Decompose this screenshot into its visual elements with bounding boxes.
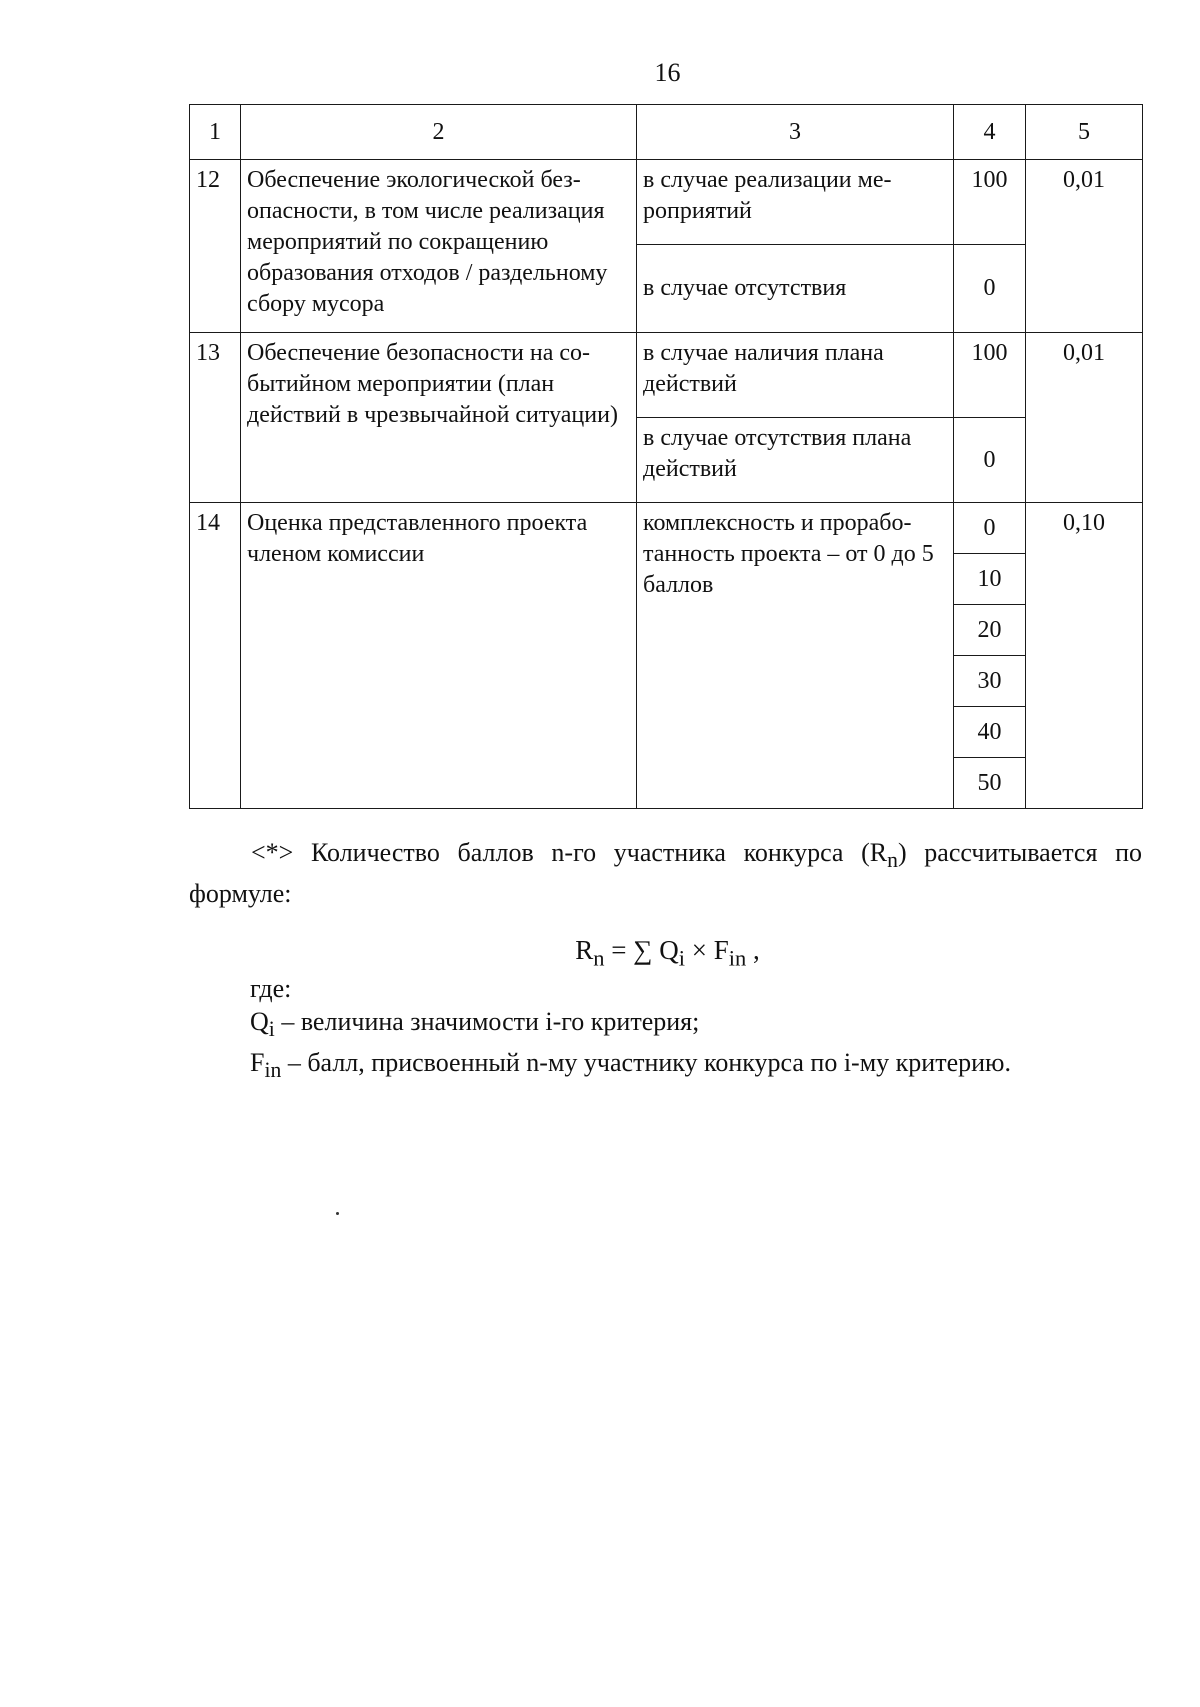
header-cell: 1: [190, 105, 241, 160]
formula-q-sub: i: [678, 945, 685, 971]
condition-cell: в случае наличия плана действий: [637, 333, 954, 418]
criteria-table: [189, 104, 1143, 809]
criterion-cell: Обеспечение экологической безопасности, в том числе реализация мероприятий по сокращению образования отходов / раздельному сбору мусора: [241, 160, 637, 333]
score-cell: 20: [954, 605, 1026, 656]
criterion-cell: Обеспечение безопасности на событийном мероприятии (план действий в чрезвычайной ситуации): [241, 333, 637, 503]
legend-q-sub: i: [268, 1017, 275, 1042]
table-header-row: [190, 105, 1143, 160]
row-number: 14: [190, 503, 241, 809]
formula-f-sub: in: [728, 945, 747, 971]
score-cell: 10: [954, 554, 1026, 605]
page-number: 16: [654, 58, 681, 87]
footnote-text: <*> Количество баллов n-го участника конкурса (R: [251, 838, 888, 867]
table-row: [190, 160, 1143, 245]
footnote-subscript: n: [887, 848, 898, 873]
header-cell: 2: [241, 105, 637, 160]
table-row: [190, 503, 1143, 554]
legend-f-line: [250, 1046, 1011, 1087]
formula-sum: = ∑ Q: [604, 935, 679, 965]
table-row: [190, 333, 1143, 418]
score-cell: 40: [954, 707, 1026, 758]
legend-q-symbol: Q: [250, 1007, 269, 1036]
score-cell: 100: [954, 160, 1026, 245]
condition-cell: в случае отсутствия плана действий: [637, 418, 954, 503]
header-cell: 3: [637, 105, 954, 160]
weight-cell: 0,01: [1026, 160, 1143, 333]
score-cell: 0: [954, 418, 1026, 503]
legend-f-symbol: F: [250, 1048, 265, 1078]
header-cell: 4: [954, 105, 1026, 160]
formula-lhs-sub: n: [593, 945, 605, 971]
footnote-paragraph: [189, 836, 1142, 910]
header-cell: 5: [1026, 105, 1143, 160]
legend-q-text: – величина значимости i-го критерия;: [274, 1007, 700, 1036]
scan-speck: [336, 1212, 339, 1215]
score-cell: 100: [954, 333, 1026, 418]
row-number: 13: [190, 333, 241, 503]
legend-f-sub: in: [264, 1058, 282, 1083]
condition-cell: в случае реализации мероприятий: [637, 160, 954, 245]
score-cell: 50: [954, 758, 1026, 809]
weight-cell: 0,01: [1026, 333, 1143, 503]
row-number: 12: [190, 160, 241, 333]
formula: [0, 935, 1200, 971]
footnote-text-end: ) рассчитывается по формуле:: [189, 838, 1143, 909]
formula-lhs: R: [575, 935, 594, 965]
score-cell: 0: [954, 245, 1026, 333]
score-cell: 0: [954, 503, 1026, 554]
condition-cell: комплексность и проработанность проекта – от 0 до 5 баллов: [637, 503, 954, 809]
legend-f-text: – балл, присвоенный n-му участнику конкурса по i-му критерию.: [281, 1048, 1011, 1078]
formula-tail: ,: [746, 935, 760, 965]
condition-cell: в случае отсутствия: [637, 245, 954, 333]
weight-cell: 0,10: [1026, 503, 1143, 809]
score-cell: 30: [954, 656, 1026, 707]
formula-legend: [250, 972, 1011, 1087]
formula-times: × F: [685, 935, 729, 965]
legend-q-line: [250, 1005, 1011, 1046]
legend-where: где:: [250, 974, 292, 1003]
criterion-cell: Оценка представленного проекта членом комиссии: [241, 503, 637, 809]
